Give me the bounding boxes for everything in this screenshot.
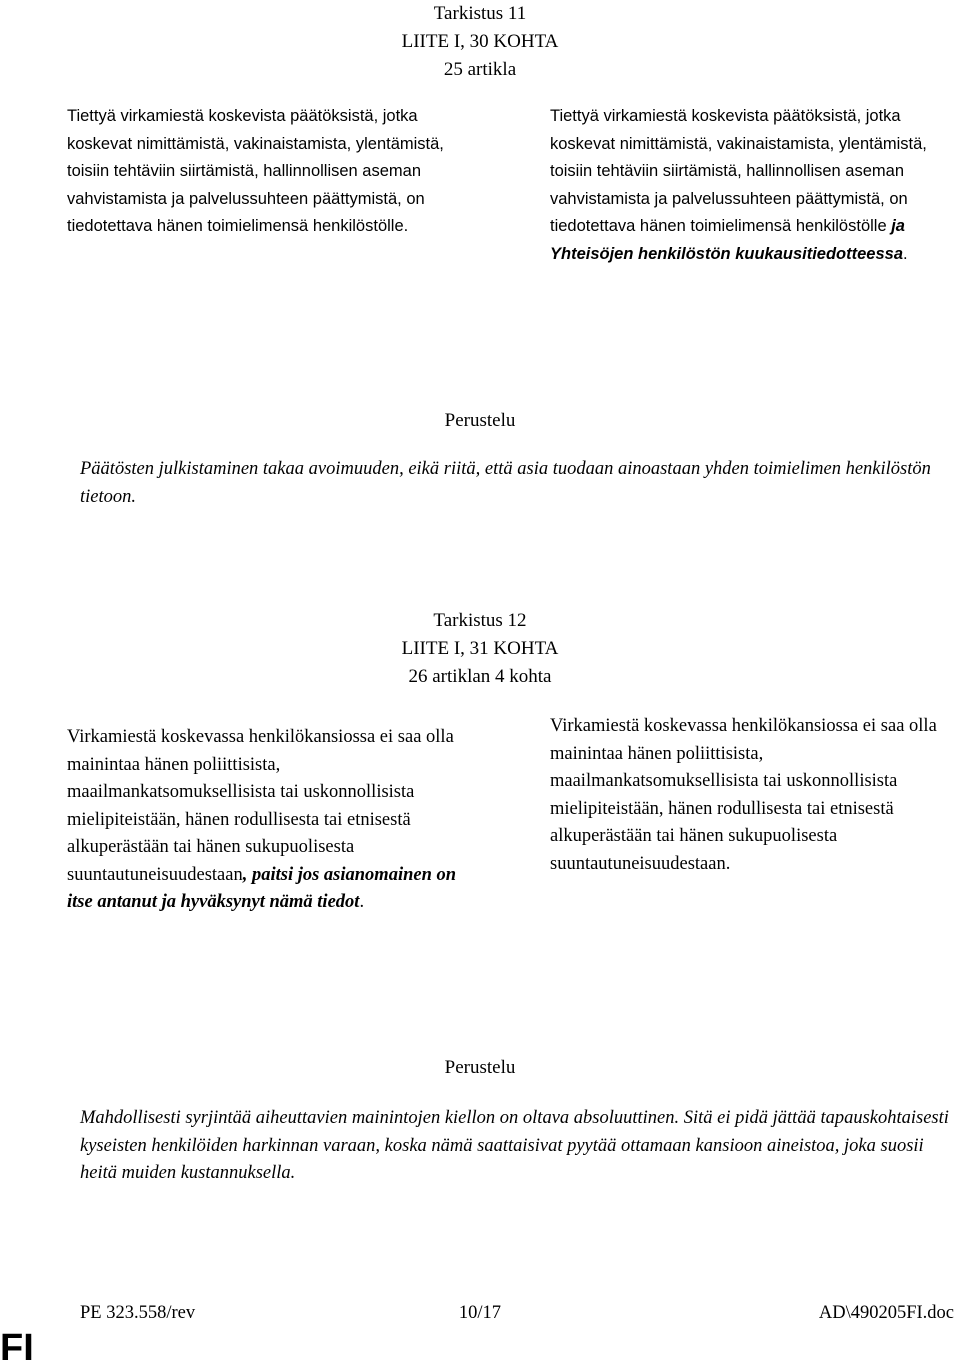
amendment-11-article: 25 artikla [443, 59, 517, 80]
amendment-11-heading [0, 0, 960, 84]
amendment-11-left-text: Tiettyä virkamiestä koskevista päätöksistä, jotka koskevat nimittämistä, vakinaistamista, ylentämistä, toisiin tehtäviin siirtämistä, hallinnollisen aseman vahvistamista ja palvelussuhteen päättymistä, on tiedotettava hänen toimielimensä henkilöstölle. [67, 107, 444, 235]
footer-doc-ref: PE 323.558/rev [80, 1303, 196, 1323]
amendment-11-title: Tarkistus 11 [433, 3, 527, 24]
amendment-11-justification-title: Perustelu [444, 410, 516, 431]
footer-page-number: 10/17 [458, 1303, 502, 1323]
amendment-12-left-added: , paitsi jos asianomainen on itse antanut ja hyväksynyt nämä tiedot [67, 864, 457, 912]
footer-file-name: AD\490205FI.doc [818, 1303, 954, 1323]
amendment-11-right-plain: Tiettyä virkamiestä koskevista päätöksistä, jotka koskevat nimittämistä, vakinaistamista, ylentämistä, toisiin tehtäviin siirtämistä, hallinnollisen aseman vahvistamista ja palvelussuhteen päättymistä, on tiedotettava hänen toimielimensä henkilöstölle [550, 107, 927, 235]
amendment-11-right-added: ja Yhteisöjen henkilöstön kuukausitiedotteessa [550, 217, 905, 263]
amendment-12-ref: LIITE I, 31 KOHTA [401, 638, 559, 659]
amendment-12-right-text: Virkamiestä koskevassa henkilökansiossa ei saa olla mainintaa hänen poliittisista, maailmankatsomuksellisista tai uskonnollisista mielipiteistään, hänen rodullisesta tai etnisestä alkuperästään tai hänen sukupuolisesta suuntautuneisuudestaan. [550, 716, 937, 874]
amendment-11-right-end: . [903, 244, 908, 263]
amendment-11-right-text [550, 103, 950, 268]
amendment-12-title: Tarkistus 12 [433, 610, 527, 631]
amendment-11-justification-text: Päätösten julkistaminen takaa avoimuuden, eikä riitä, että asia tuodaan ainoastaan yhden toimielimen henkilöstön tietoon. [80, 459, 931, 507]
amendment-12-heading [0, 607, 960, 691]
footer-language-code: FI [0, 1327, 34, 1369]
amendment-12-left-end: . [359, 892, 365, 912]
amendment-12-left-plain: Virkamiestä koskevassa henkilökansiossa ei saa olla mainintaa hänen poliittisista, maailmankatsomuksellisista tai uskonnollisista mielipiteistään, hänen rodullisesta tai etnisestä alkuperästään tai hänen sukupuolisesta suuntautuneisuudestaan [67, 727, 454, 885]
amendment-12-article: 26 artiklan 4 kohta [408, 666, 552, 687]
amendment-11-ref: LIITE I, 30 KOHTA [401, 31, 559, 52]
amendment-12-left-text [67, 724, 467, 917]
amendment-12-justification-title: Perustelu [444, 1057, 516, 1078]
amendment-12-justification-text: Mahdollisesti syrjintää aiheuttavien mainintojen kiellon on oltava absoluuttinen. Sitä ei pidä jättää tapauskohtaisesti kyseisten henkilöiden harkinnan varaan, koska nämä saattaisivat pyytää ottamaan kansioon aineistoa, joka suosii heitä muiden kustannuksella. [80, 1108, 949, 1183]
